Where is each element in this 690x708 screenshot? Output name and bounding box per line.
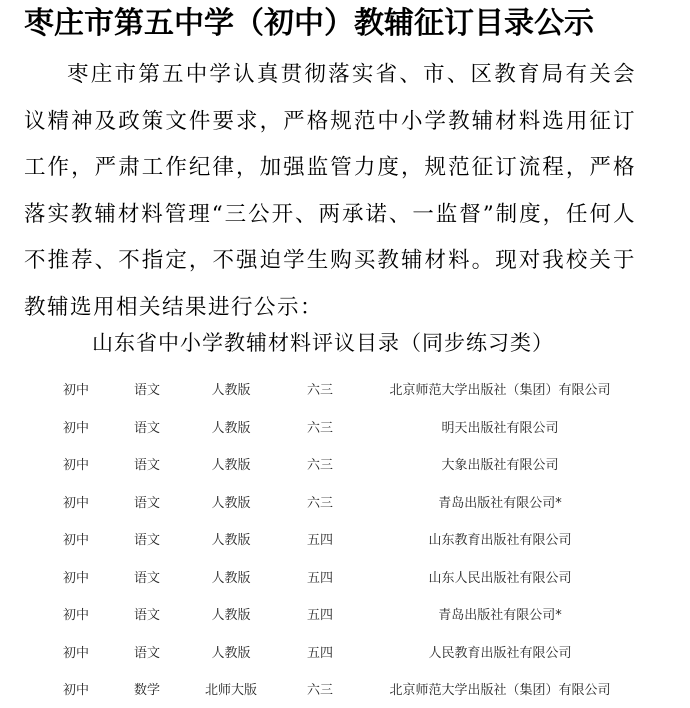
cell-subject: 语文	[133, 570, 160, 586]
cell-school-system: 六三	[306, 383, 333, 399]
cell-school-level: 初中	[62, 420, 89, 436]
table-row	[40, 370, 640, 408]
cell-publisher: 明天出版社有限公司	[441, 420, 559, 436]
cell-school-level: 初中	[62, 383, 89, 399]
table-row	[40, 445, 640, 483]
cell-publisher: 人民教育出版社有限公司	[428, 645, 572, 661]
cell-school-level: 初中	[62, 683, 89, 699]
cell-school-system: 六三	[306, 495, 333, 511]
table-row	[40, 520, 640, 558]
catalog-table	[40, 370, 640, 708]
table-row	[40, 558, 640, 596]
cell-publisher: 北京师范大学出版社（集团）有限公司	[389, 683, 611, 699]
cell-subject: 数学	[133, 683, 160, 699]
cell-subject: 语文	[133, 420, 160, 436]
cell-school-level: 初中	[62, 533, 89, 549]
cell-subject: 语文	[133, 458, 160, 474]
cell-school-level: 初中	[62, 570, 89, 586]
table-row	[40, 633, 640, 671]
cell-school-level: 初中	[62, 458, 89, 474]
cell-textbook-version: 人教版	[211, 420, 251, 436]
cell-subject: 语文	[133, 533, 160, 549]
cell-publisher: 北京师范大学出版社（集团）有限公司	[389, 383, 611, 399]
cell-school-system: 五四	[306, 608, 333, 624]
table-row	[40, 483, 640, 521]
table-row	[40, 408, 640, 446]
cell-school-system: 六三	[306, 683, 333, 699]
cell-subject: 语文	[133, 608, 160, 624]
cell-publisher: 青岛出版社有限公司*	[438, 608, 562, 624]
intro-paragraph: 枣庄市第五中学认真贯彻落实省、市、区教育局有关会议精神及政策文件要求，严格规范中小学教辅材料选用征订工作，严肃工作纪律，加强监管力度，规范征订流程，严格落实教辅材料管理“三公开、两承诺、一监督”制度，任何人不推荐、不指定，不强迫学生购买教辅材料。现对我校关于教辅选用相关结果进行公示：	[24, 62, 636, 320]
table-row	[40, 670, 640, 708]
cell-school-system: 五四	[306, 533, 333, 549]
cell-textbook-version: 人教版	[211, 533, 251, 549]
cell-school-level: 初中	[62, 495, 89, 511]
cell-textbook-version: 人教版	[211, 383, 251, 399]
cell-textbook-version: 人教版	[211, 458, 251, 474]
cell-textbook-version: 北师大版	[204, 683, 257, 699]
cell-textbook-version: 人教版	[211, 495, 251, 511]
cell-subject: 语文	[133, 495, 160, 511]
cell-publisher: 山东教育出版社有限公司	[428, 533, 572, 549]
cell-publisher: 青岛出版社有限公司*	[438, 495, 562, 511]
cell-school-system: 五四	[306, 645, 333, 661]
document-title: 枣庄市第五中学（初中）教辅征订目录公示	[24, 6, 594, 41]
cell-school-system: 五四	[306, 570, 333, 586]
cell-textbook-version: 人教版	[211, 645, 251, 661]
cell-school-level: 初中	[62, 645, 89, 661]
cell-textbook-version: 人教版	[211, 570, 251, 586]
cell-school-level: 初中	[62, 608, 89, 624]
table-row	[40, 595, 640, 633]
cell-subject: 语文	[133, 383, 160, 399]
cell-textbook-version: 人教版	[211, 608, 251, 624]
catalog-title: 山东省中小学教辅材料评议目录（同步练习类）	[92, 331, 554, 355]
cell-publisher: 大象出版社有限公司	[441, 458, 559, 474]
cell-subject: 语文	[133, 645, 160, 661]
cell-publisher: 山东人民出版社有限公司	[428, 570, 572, 586]
cell-school-system: 六三	[306, 420, 333, 436]
catalog-table-body	[40, 370, 640, 708]
cell-school-system: 六三	[306, 458, 333, 474]
